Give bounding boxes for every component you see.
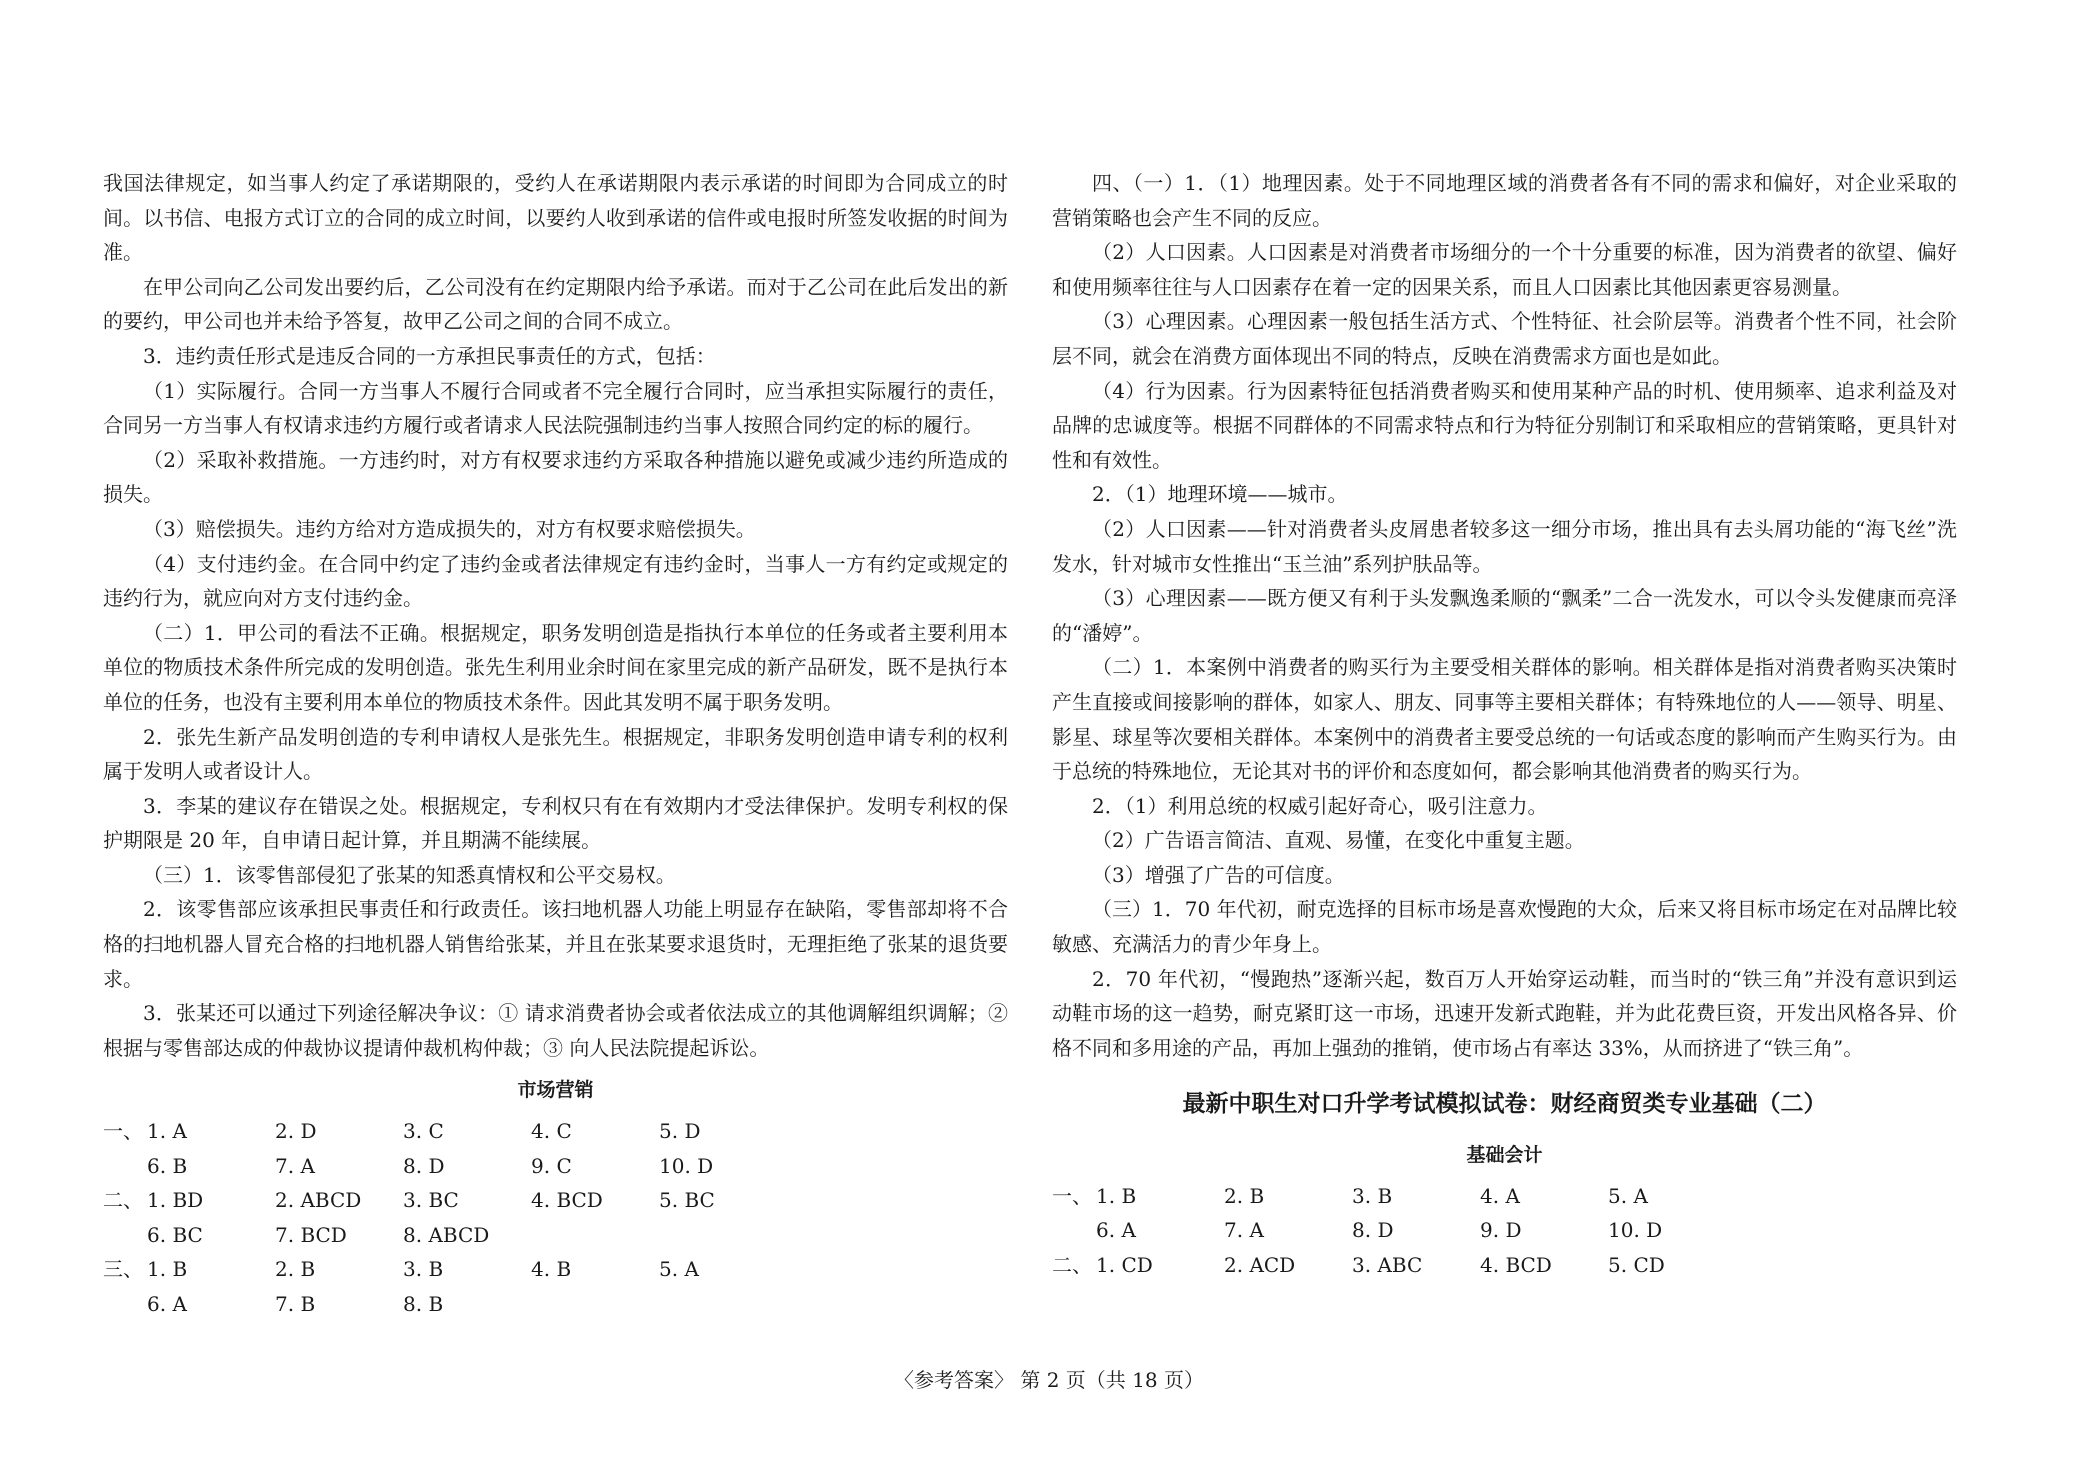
paragraph: （二）1．本案例中消费者的购买行为主要受相关群体的影响。相关群体是指对消费者购买决策时产生直接或间接影响的群体，如家人、朋友、同事等主要相关群体；有特殊地位的人——领导、明星、影星、球星等次要相关群体。本案例中的消费者主要受总统的一句话或态度的影响而产生购买行为。由于总统的特殊地位，无论其对书的评价和态度如何，都会影响其他消费者的购买行为。 — [1052, 655, 1957, 784]
answer-cell: 9. D — [1480, 1218, 1522, 1243]
paragraph: （三）1．70 年代初，耐克选择的目标市场是喜欢慢跑的大众，后来又将目标市场定在对品牌比较敏感、充满活力的青少年身上。 — [1052, 897, 1957, 957]
answer-row — [103, 1287, 1008, 1322]
left-column — [103, 166, 1008, 1322]
answer-cell: 7. B — [275, 1292, 316, 1316]
paragraph: （2）人口因素。人口因素是对消费者市场细分的一个十分重要的标准，因为消费者的欲望、偏好和使用频率往往与人口因素存在着一定的因果关系，而且人口因素比其他因素更容易测量。 — [1052, 240, 1957, 299]
answer-cell: 4. A — [1480, 1183, 1520, 1208]
answer-section-number: 二、 — [1052, 1252, 1092, 1277]
answer-cell: 9. C — [531, 1153, 572, 1178]
answer-cell: 2. B — [275, 1257, 316, 1282]
answer-cell: 1. BD — [147, 1188, 204, 1213]
paragraph: 四、（一）1．（1）地理因素。处于不同地理区域的消费者各有不同的需求和偏好，对企业采取的营销策略也会产生不同的反应。 — [1052, 171, 1957, 230]
paragraph: 我国法律规定，如当事人约定了承诺期限的，受约人在承诺期限内表示承诺的时间即为合同成立的时间。以书信、电报方式订立的合同的成立时间，以要约人收到承诺的信件或电报时所签发收据的时间为准。 — [103, 171, 1008, 265]
answer-cell: 2. B — [1224, 1183, 1265, 1208]
paragraph: （3）心理因素。心理因素一般包括生活方式、个性特征、社会阶层等。消费者个性不同，社会阶层不同，就会在消费方面体现出不同的特点，反映在消费需求方面也是如此。 — [1052, 309, 1957, 368]
paragraph: （3）心理因素——既方便又有利于头发飘逸柔顺的“飘柔”二合一洗发水，可以令头发健康而亮泽的“潘婷”。 — [1052, 586, 1957, 645]
answer-cell: 5. CD — [1608, 1252, 1665, 1277]
answer-cell: 5. D — [659, 1119, 701, 1144]
answer-section-number: 二、 — [103, 1188, 143, 1213]
paragraph: 2．张先生新产品发明创造的专利申请权人是张先生。根据规定，非职务发明创造申请专利的权利属于发明人或者设计人。 — [103, 724, 1008, 784]
paragraph: 2．70 年代初，“慢跑热”逐渐兴起，数百万人开始穿运动鞋，而当时的“铁三角”并没有意识到运动鞋市场的这一趋势，耐克紧盯这一市场，迅速开发新式跑鞋，并为此花费巨资，开发出风格各异、价格不同和多用途的产品，再加上强劲的推销，使市场占有率达 33%，从而挤进了“铁三角”。 — [1052, 966, 1957, 1060]
answer-cell: 8. D — [403, 1153, 445, 1178]
answer-row — [103, 1252, 1008, 1287]
answer-row — [1052, 1179, 1957, 1214]
answer-cell: 3. B — [403, 1257, 444, 1282]
answer-cell: 6. BC — [147, 1222, 203, 1247]
answer-cell: 5. BC — [659, 1188, 715, 1213]
answer-cell: 3. BC — [403, 1188, 459, 1213]
section-title-marketing: 市场营销 — [517, 1079, 594, 1102]
answer-row — [103, 1218, 1008, 1253]
paragraph: 3．张某还可以通过下列途径解决争议：① 请求消费者协会或者依法成立的其他调解组织调解；② 根据与零售部达成的仲裁协议提请仲裁机构仲裁；③ 向人民法院提起诉讼。 — [103, 1001, 1008, 1060]
paragraph: 3．违约责任形式是违反合同的一方承担民事责任的方式，包括： — [143, 343, 716, 368]
answer-row — [103, 1183, 1008, 1218]
answer-cell: 7. BCD — [275, 1222, 347, 1247]
answer-cell: 1. B — [1096, 1183, 1137, 1208]
section-title-accounting: 基础会计 — [1466, 1144, 1543, 1167]
answer-row — [103, 1149, 1008, 1184]
paragraph: （三）1．该零售部侵犯了张某的知悉真情权和公平交易权。 — [143, 862, 676, 887]
right-column — [1052, 166, 1957, 1282]
answer-cell: 1. CD — [1096, 1252, 1153, 1277]
answer-cell: 8. ABCD — [403, 1222, 490, 1247]
answer-cell: 10. D — [659, 1153, 714, 1178]
answer-row — [103, 1114, 1008, 1149]
exam-title: 最新中职生对口升学考试模拟试卷：财经商贸类专业基础（二） — [1182, 1091, 1827, 1118]
answer-cell: 1. B — [147, 1257, 188, 1282]
answer-cell: 6. A — [147, 1292, 187, 1316]
answer-cell: 2. ACD — [1224, 1252, 1296, 1277]
answer-cell: 1. A — [147, 1119, 187, 1144]
paragraph: （二）1．甲公司的看法不正确。根据规定，职务发明创造是指执行本单位的任务或者主要利用本单位的物质技术条件所完成的发明创造。张先生利用业余时间在家里完成的新产品研发，既不是执行本单位的任务，也没有主要利用本单位的物质技术条件。因此其发明不属于职务发明。 — [103, 620, 1008, 714]
answer-table-accounting — [1052, 1179, 1957, 1283]
answer-cell: 4. C — [531, 1119, 572, 1144]
page-footer: 〈参考答案〉 第 2 页（共 18 页） — [894, 1368, 1204, 1392]
paragraph: 2．（1）利用总统的权威引起好奇心，吸引注意力。 — [1092, 793, 1548, 818]
answer-row — [1052, 1248, 1957, 1283]
answer-cell: 4. BCD — [1480, 1252, 1552, 1277]
right-paragraphs — [1052, 166, 1957, 1065]
left-paragraphs — [103, 166, 1008, 1065]
answer-cell: 5. A — [659, 1257, 699, 1282]
answer-cell: 10. D — [1608, 1218, 1663, 1243]
answer-cell: 2. D — [275, 1119, 317, 1144]
paragraph: （3）增强了广告的可信度。 — [1092, 862, 1345, 887]
paragraph: （2）广告语言简洁、直观、易懂，在变化中重复主题。 — [1092, 828, 1585, 853]
paragraph: 在甲公司向乙公司发出要约后，乙公司没有在约定期限内给予承诺。而对于乙公司在此后发出的新的要约，甲公司也并未给予答复，故甲乙公司之间的合同不成立。 — [103, 274, 1008, 334]
answer-cell: 4. BCD — [531, 1188, 603, 1213]
answer-cell: 8. D — [1352, 1218, 1394, 1243]
answer-row — [1052, 1213, 1957, 1248]
paragraph: （2）人口因素——针对消费者头皮屑患者较多这一细分市场，推出具有去头屑功能的“海飞丝”洗发水，针对城市女性推出“玉兰油”系列护肤品等。 — [1052, 516, 1957, 576]
answer-cell: 4. B — [531, 1257, 572, 1282]
answer-section-number: 一、 — [103, 1119, 143, 1144]
paragraph: 2．（1）地理环境——城市。 — [1092, 482, 1348, 507]
paragraph: 3．李某的建议存在错误之处。根据规定，专利权只有在有效期内才受法律保护。发明专利权的保护期限是 20 年，自申请日起计算，并且期满不能续展。 — [103, 793, 1008, 853]
answer-cell: 5. A — [1608, 1183, 1648, 1208]
answer-section-number: 一、 — [1052, 1183, 1092, 1208]
answer-cell: 3. C — [403, 1119, 444, 1144]
paragraph: （2）采取补救措施。一方违约时，对方有权要求违约方采取各种措施以避免或减少违约所造成的损失。 — [103, 447, 1008, 507]
answer-section-number: 三、 — [103, 1257, 143, 1282]
answer-cell: 7. A — [275, 1153, 315, 1178]
paragraph: （1）实际履行。合同一方当事人不履行合同或者不完全履行合同时，应当承担实际履行的责任，合同另一方当事人有权请求违约方履行或者请求人民法院强制违约当事人按照合同约定的标的履行。 — [103, 378, 1008, 438]
answer-cell: 3. B — [1352, 1183, 1393, 1208]
answer-cell: 8. B — [403, 1292, 444, 1316]
paragraph: （3）赔偿损失。违约方给对方造成损失的，对方有权要求赔偿损失。 — [143, 516, 756, 541]
answer-table-marketing — [103, 1114, 1008, 1322]
paragraph: （4）行为因素。行为因素特征包括消费者购买和使用某种产品的时机、使用频率、追求利益及对品牌的忠诚度等。根据不同群体的不同需求特点和行为特征分别制订和采取相应的营销策略，更具针对性和有效性。 — [1052, 378, 1957, 472]
answer-cell: 3. ABC — [1352, 1252, 1423, 1277]
answer-cell: 6. A — [1096, 1218, 1136, 1243]
paragraph: 2．该零售部应该承担民事责任和行政责任。该扫地机器人功能上明显存在缺陷，零售部却将不合格的扫地机器人冒充合格的扫地机器人销售给张某，并且在张某要求退货时，无理拒绝了张某的退货要求。 — [103, 897, 1008, 991]
answer-cell: 7. A — [1224, 1218, 1264, 1243]
answer-cell: 2. ABCD — [275, 1188, 362, 1213]
paragraph: （4）支付违约金。在合同中约定了违约金或者法律规定有违约金时，当事人一方有约定或规定的违约行为，就应向对方支付违约金。 — [103, 551, 1008, 611]
answer-cell: 6. B — [147, 1153, 188, 1178]
